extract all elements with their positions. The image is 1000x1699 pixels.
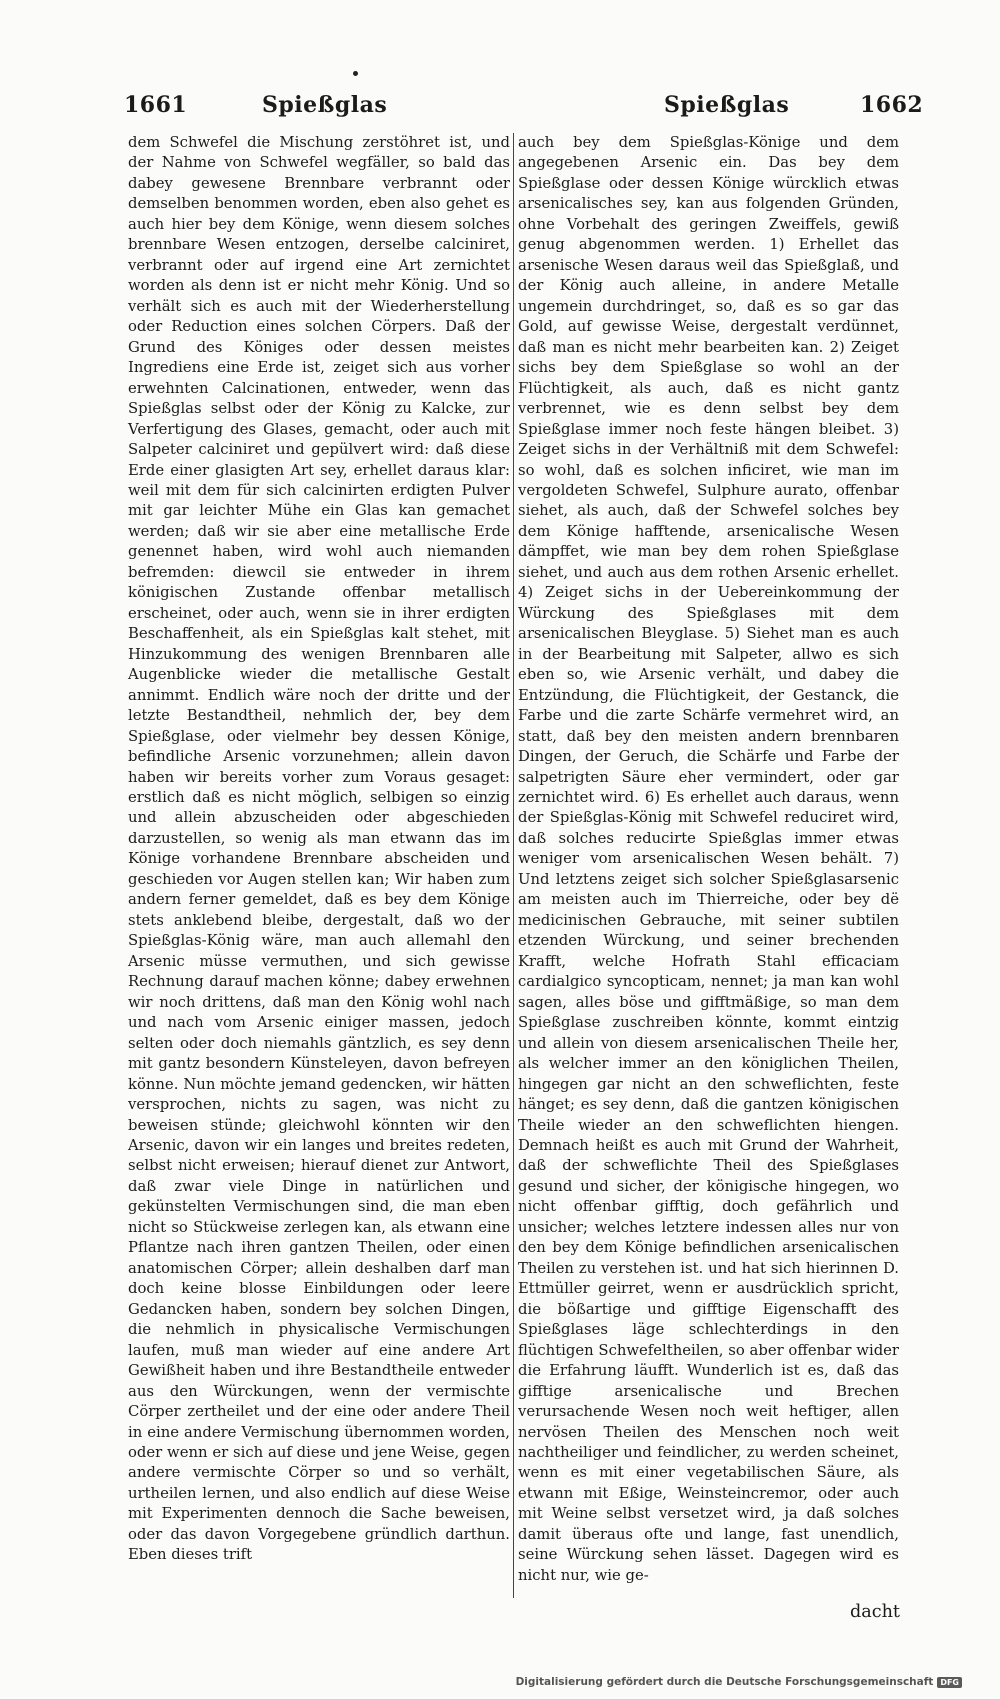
digitization-footer	[516, 1676, 962, 1688]
running-title-right: Spießglas	[664, 92, 790, 118]
dfg-logo: DFG	[937, 1677, 962, 1688]
footer-text: Digitalisierung gefördert durch die Deutsche Forschungsgemeinschaft	[515, 1676, 934, 1688]
column-divider	[513, 133, 514, 1598]
page-number-left: 1661	[124, 92, 188, 118]
right-column-text: auch bey dem Spießglas-Könige und dem angegebenen Arsenic ein. Das bey dem Spießglase oder dessen Könige würcklich etwas arsenicalisches sey, kan aus folgenden Gründen, ohne Vorbehalt des geringen Zweiffels, gewiß genug abgenommen werden. 1) Erhellet das arsenische Wesen daraus weil das Spießglaß, und der König auch alleine, in andere Metalle ungemein durchdringet, so, daß es so gar das Gold, auf gewisse Weise, dergestalt verdünnet, daß man es nicht mehr bearbeiten kan. 2) Zeiget sichs bey dem Spießglase so wohl an der Flüchtigkeit, als auch, daß es nicht gantz verbrennet, wie es denn selbst bey dem Spießglase immer noch feste hängen bleibet. 3) Zeiget sichs in der Verhältniß mit dem Schwefel: so wohl, daß es solchen inficiret, wie man im vergoldeten Schwefel, Sulphure aurato, offenbar siehet, als auch, daß der Schwefel solches bey dem Könige hafftende, arsenicalische Wesen dämpffet, wie man bey dem rohen Spießglase siehet, und auch aus dem rothen Arsenic erhellet. 4) Zeiget sichs in der Uebereinkommung der Würckung des Spießglases mit dem arsenicalischen Bleyglase. 5) Siehet man es auch in der Bearbeitung mit Salpeter, allwo es sich eben so, wie Arsenic verhält, und dabey die Entzündung, die Flüchtigkeit, der Gestanck, die Farbe und die zarte Schärfe vermehret wird, an statt, daß bey den meisten andern brennbaren Dingen, der Geruch, die Schärfe und Farbe der salpetrigten Säure eher vermindert, oder gar zernichtet wird. 6) Es erhellet auch daraus, wenn der Spießglas-König mit Schwefel reduciret wird, daß solches reducirte Spießglas immer etwas weniger vom arsenicalischen Wesen behält. 7) Und letztens zeiget sich solcher Spießglasarsenic am meisten auch im Thierreiche, oder bey dë medicinischen Gebrauche, mit seiner subtilen etzenden Würckung, und seiner brechenden Krafft, welche Hofrath Stahl efficaciam cardialgico syncopticam, nennet; ja man kan wohl sagen, alles böse und gifftmäßige, so man dem Spießglase zuschreiben könnte, kommt eintzig und allein von diesem arsenicalischen Theile her, als welcher immer an den königlichen Theilen, hingegen gar nicht an den schweflichten, feste hänget; es sey denn, daß die gantzen königischen Theile wieder an den schweflichten hiengen. Demnach heißt es auch mit Grund der Wahrheit, daß der schweflichte Theil des Spießglases gesund und sicher, der königische hingegen, wo nicht offenbar gifftig, doch gefährlich und unsicher; welches letztere indessen alles nur von den bey dem Könige befindlichen arsenicalischen Theilen zu verstehen ist. und hat sich hierinnen D. Ettmüller geirret, wenn er ausdrücklich spricht, die bößartige und gifftige Eigenschafft des Spießglases läge schlechterdings in den flüchtigen Schwefeltheilen, so aber offenbar wider die Erfahrung läufft. Wunderlich ist es, daß das gifftige arsenicalische und Brechen verursachende Wesen noch weit heftiger, allen nervösen Theilen des Menschen noch weit nachtheiliger und feindlicher, zu werden scheinet, wenn es mit einer vegetabilischen Säure, als etwann mit Eßige, Weinsteincremor, oder auch mit Weine selbst versetzet wird, ja daß solches damit überaus ofte und lange, fast unendlich, seine Würckung sehen lässet. Dagegen wird es nicht nur, wie ge-	[518, 134, 899, 1584]
left-column-text: dem Schwefel die Mischung zerstöhret ist, und der Nahme von Schwefel wegfäller, so bald das dabey gewesene Brennbare verbrannt oder demselben benommen worden, eben also gehet es auch hier bey dem Könige, wenn diesem solches brennbare Wesen entzogen, derselbe calciniret, verbrannt oder auf irgend eine Art zernichtet worden als denn ist er nicht mehr König. Und so verhält sich es auch mit der Wiederherstellung oder Reduction eines solchen Cörpers. Daß der Grund des Königes oder dessen meistes Ingrediens eine Erde ist, zeiget sich aus vorher erwehnten Calcinationen, entweder, wenn das Spießglas selbst oder der König zu Kalcke, zur Verfertigung des Glases, gemacht, oder auch mit Salpeter calciniret und gepülvert wird: daß diese Erde einer glasigten Art sey, erhellet daraus klar: weil mit dem für sich calcinirten erdigten Pulver mit gar leichter Mühe ein Glas kan gemachet werden; daß wir sie aber eine metallische Erde genennet haben, wird wohl auch niemanden befremden: diewcil sie entweder in ihrem königischen Zustande offenbar metallisch erscheinet, oder auch, wenn sie in ihrer erdigten Beschaffenheit, als ein Spießglas kalt stehet, mit Hinzukommung des wenigen Brennbaren alle Augenblicke wieder die metallische Gestalt annimmt. Endlich wäre noch der dritte und der letzte Bestandtheil, nehmlich der, bey dem Spießglase, oder vielmehr bey dessen Könige, befindliche Arsenic vorzunehmen; allein davon haben wir bereits vorher zum Voraus gesaget: erstlich daß es nicht möglich, selbigen so einzig und allein abzuscheiden oder abgeschieden darzustellen, so wenig als man etwann das im Könige vorhandene Brennbare abscheiden und geschieden vor Augen stellen kan; Wir haben zum andern ferner gemeldet, daß es bey dem Könige stets anklebend bleibe, dergestalt, daß wo der Spießglas-König wäre, man auch allemahl den Arsenic müsse vermuthen, und sich gewisse Rechnung darauf machen könne; dabey erwehnen wir noch drittens, daß man den König wohl nach und nach vom Arsenic einiger massen, jedoch selten oder doch niemahls gäntzlich, es sey denn mit gantz besondern Künsteleyen, davon befreyen könne. Nun möchte jemand gedencken, wir hätten versprochen, nichts zu sagen, was nicht zu beweisen stünde; gleichwohl könnten wir den Arsenic, davon wir ein langes und breites redeten, selbst nicht erweisen; hierauf dienet zur Antwort, daß zwar viele Dinge in natürlichen und gekünstelten Vermischungen sind, die man eben nicht so Stückweise zerlegen kan, als etwann eine Pflantze nach ihren gantzen Theilen, oder einen anatomischen Cörper; allein deshalben darf man doch keine blosse Einbildungen oder leere Gedancken haben, sondern bey solchen Dingen, die nehmlich in physicalische Vermischungen laufen, muß man wieder auf eine andere Art Gewißheit haben und ihre Bestandtheile entweder aus den Würckungen, wenn der vermischte Cörper zertheilet und der eine oder andere Theil in eine andere Vermischung übernommen worden, oder wenn er sich auf diese und jene Weise, gegen andere vermischte Cörper so und so verhält, urtheilen lernen, und also endlich auf diese Weise mit Experimenten dennoch die Sache beweisen, oder das davon Vorgegebene gründlich darthun. Eben dieses trift	[128, 134, 510, 1564]
left-text-column	[128, 133, 510, 1566]
catchword: dacht	[849, 1602, 900, 1622]
right-text-column	[518, 133, 899, 1586]
running-title-left: Spießglas	[262, 92, 388, 118]
ornament-dot	[353, 71, 358, 76]
page-number-right: 1662	[860, 92, 924, 118]
